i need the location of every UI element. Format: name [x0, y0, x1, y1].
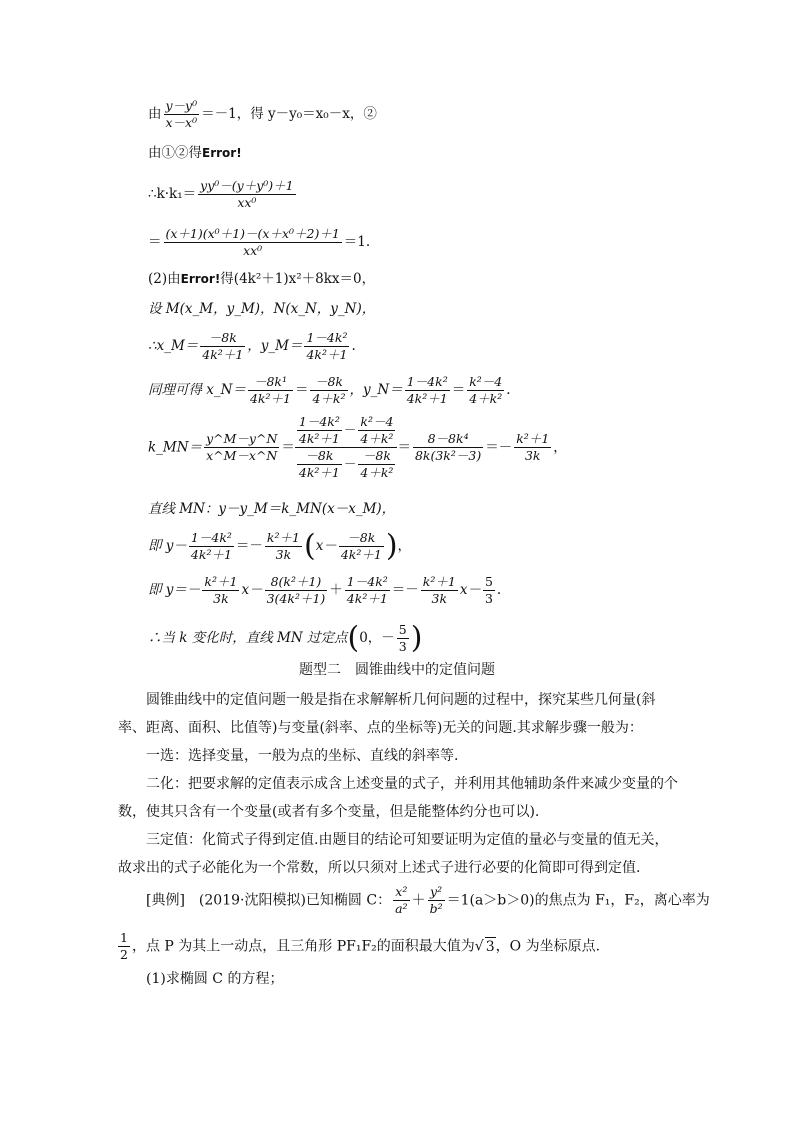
fraction: $\frac{\text{k²＋1}}{3k}$	[422, 574, 456, 606]
sqrt-value: 3	[485, 938, 495, 955]
text: ＝	[451, 382, 466, 398]
text: ，y_M＝	[247, 338, 303, 354]
text: ，	[397, 538, 412, 554]
text: x－	[315, 538, 337, 554]
text: 由	[148, 106, 162, 122]
text: 0，－	[359, 630, 395, 646]
text: ，y_N＝	[349, 382, 403, 398]
text: ＝	[294, 382, 309, 398]
text: 得(4k²＋1)x²＋8kx＝0，	[220, 271, 376, 287]
fraction: $\frac{5}{3}$	[398, 622, 407, 654]
fraction: $\frac{\text{(x＋1)(x⁰＋1)－(x＋x⁰＋2)＋1}}{\text{xx⁰}}$	[165, 226, 340, 258]
text: ＝	[148, 234, 162, 250]
fraction: $\frac{5}{3}$	[484, 574, 493, 606]
text: 同理可得 x_N＝	[148, 382, 246, 398]
text: ＝1(a＞b＞0)的焦点为 F₁，F₂，离心率为	[446, 892, 710, 909]
equation-line-2	[148, 144, 242, 162]
equation-line-3	[148, 178, 298, 211]
text: ∴k·k₁＝	[148, 186, 197, 202]
text: ＝1.	[343, 234, 371, 250]
text: 即 y－	[148, 538, 187, 554]
fraction: $\frac{-8k}{\text{4k²＋1}}$	[202, 330, 244, 362]
text: [典例] (2019·沈阳模拟)已知椭圆 C：	[146, 892, 392, 909]
text: ＝－	[391, 582, 419, 598]
fraction: $\frac{y\^{}M-y\^{}N}{x\^{}M-x\^{}N}$	[206, 431, 278, 463]
fraction: $\frac{\text{8(k²＋1)}}{\text{3(4k²＋1)}}$	[266, 574, 326, 606]
fraction: $\frac{\text{k²－4}}{\text{4＋k²}}$	[469, 374, 503, 406]
equation-line-4	[148, 226, 370, 259]
text: ，	[553, 439, 567, 456]
error-text: Error!	[180, 272, 221, 286]
text: .	[351, 338, 356, 354]
equation-line-9: k_MN＝ $\frac{y\^{}M-y\^{}N}{x\^{}M-x\^{}N}$ ＝ $\frac{\text{1－4k²}}{\text{4k²＋1}}$ － $\frac{\text{k²－4}}{\text{4＋k²}}$ $\frac{-8k}{\text{4k²＋1}}$ － $\frac{-8k}{\text{4＋k²}}$ ＝ $\frac{\text{8－8k⁴}}{\text{8k(3k²－3)}}$ ＝－ $\frac{\text{k²＋1}}{3k}$ ，	[148, 414, 567, 480]
fraction: $\frac{1}{2}$	[120, 930, 128, 962]
paragraph-step-1: 一选：选择变量，一般为点的坐标、直线的斜率等.	[146, 748, 459, 764]
text: ∴当 k 变化时，直线 MN 过定点	[148, 630, 348, 646]
equation-line-11: 即 y－ $\frac{\text{1－4k²}}{\text{4k²＋1}}$ ＝－ $\frac{\text{k²＋1}}{3k}$ (x－ $\frac{-8k}{\text{4k²＋1}}$ )，	[148, 528, 412, 564]
fraction: $\frac{\text{1－4k²}}{\text{4k²＋1}}$	[306, 330, 348, 362]
text: 即 y＝－	[148, 582, 201, 598]
fraction: $\frac{\text{k²＋1}}{3k}$	[266, 530, 300, 562]
text: ∴x_M＝	[148, 338, 199, 354]
text: ，点 P 为其上一动点，且三角形 PF₁F₂的面积最大值为	[131, 938, 475, 955]
equation-line-13: ∴当 k 变化时，直线 MN 过定点(0，－ $\frac{5}{3}$ )	[148, 620, 423, 656]
text: .	[506, 382, 511, 398]
fraction: $\frac{\text{y²}}{\text{b²}}$	[429, 884, 443, 916]
paragraph-intro: 圆锥曲线中的定值问题一般是指在求解解析几何问题的过程中，探究某些几何量(斜率、距离、面积、比值等)与变量(斜率、点的坐标等)无关的问题.其求解步骤一般为：	[118, 692, 656, 736]
example-line-1	[146, 884, 710, 917]
fraction: $\frac{\text{1－4k²}}{\text{4k²＋1}}$	[190, 530, 232, 562]
text: ＝－	[235, 538, 263, 554]
fraction: $\frac{\text{yy⁰－(y＋y⁰)＋1}}{\text{xx⁰}}$	[200, 178, 294, 210]
equation-line-12	[148, 574, 501, 607]
equation-line-8	[148, 374, 511, 407]
text: ＋	[411, 892, 426, 909]
fraction: $\frac{\text{8－8k⁴}}{\text{8k(3k²－3)}}$	[414, 431, 482, 463]
text: .	[496, 582, 502, 598]
equation-line-1	[148, 98, 377, 131]
question-1: (1)求椭圆 C 的方程；	[146, 971, 284, 987]
compound-fraction: $\frac{\text{1－4k²}}{\text{4k²＋1}}$ － $\frac{\text{k²－4}}{\text{4＋k²}}$ $\frac{-8k}{\text{4k²＋1}}$ － $\frac{-8k}{\text{4＋k²}}$	[295, 414, 398, 481]
fraction: $\frac{\text{－8k¹}}{\text{4k²＋1}}$	[249, 374, 291, 406]
text: ＋	[329, 582, 343, 598]
text: ＝－1，得 y－y₀＝x₀－x，②	[201, 106, 377, 122]
text: ＝	[397, 439, 411, 456]
text: k_MN＝	[148, 439, 203, 456]
equation-line-6: 设 M(x_M，y_M)，N(x_N，y_N)，	[148, 301, 376, 317]
fraction: $\frac{\text{1－4k²}}{\text{4k²＋1}}$	[406, 374, 448, 406]
equation-line-10: 直线 MN：y－y_M＝k_MN(x－x_M)，	[148, 501, 396, 517]
equation-line-7	[148, 330, 356, 363]
paragraph-step-2: 二化：把要求解的定值表示成含上述变量的式子，并利用其他辅助条件来减少变量的个数，使其只含有一个变量(或者有多个变量，但是能整体约分也可以).	[118, 776, 678, 820]
section-heading: 题型二 圆锥曲线中的定值问题	[299, 662, 495, 678]
error-text: Error!	[202, 146, 242, 160]
fraction: $\frac{-8k}{\text{4k²＋1}}$	[340, 530, 382, 562]
text: ，O 为坐标原点.	[495, 938, 601, 955]
text: x－	[459, 582, 481, 598]
equation-line-5	[148, 270, 375, 288]
fraction: $\frac{\text{x²}}{\text{a²}}$	[395, 884, 408, 916]
text: 由①②得	[148, 145, 202, 161]
text: (2)由	[148, 271, 181, 287]
fraction: $\frac{\text{k²＋1}}{3k}$	[204, 574, 238, 606]
fraction: $\frac{-8k}{\text{4＋k²}}$	[312, 374, 346, 406]
fraction: $\frac{\text{k²＋1}}{3k}$	[516, 431, 550, 463]
paragraph-step-3: 三定值：化简式子得到定值.由题目的结论可知要证明为定值的量必与变量的值无关，故求出的式子必能化为一个常数，所以只须对上述式子进行必要的化简即可得到定值.	[118, 832, 669, 876]
text: ＝	[281, 439, 295, 456]
fraction: $\frac{\text{y－y⁰}}{\text{x－x⁰}}$	[165, 98, 198, 130]
fraction: $\frac{\text{1－4k²}}{\text{4k²＋1}}$	[346, 574, 388, 606]
text: x－	[241, 582, 263, 598]
example-line-2: $\frac{1}{2}$ ，点 P 为其上一动点，且三角形 PF₁F₂的面积最大值为√ 3，O 为坐标原点.	[120, 930, 601, 962]
